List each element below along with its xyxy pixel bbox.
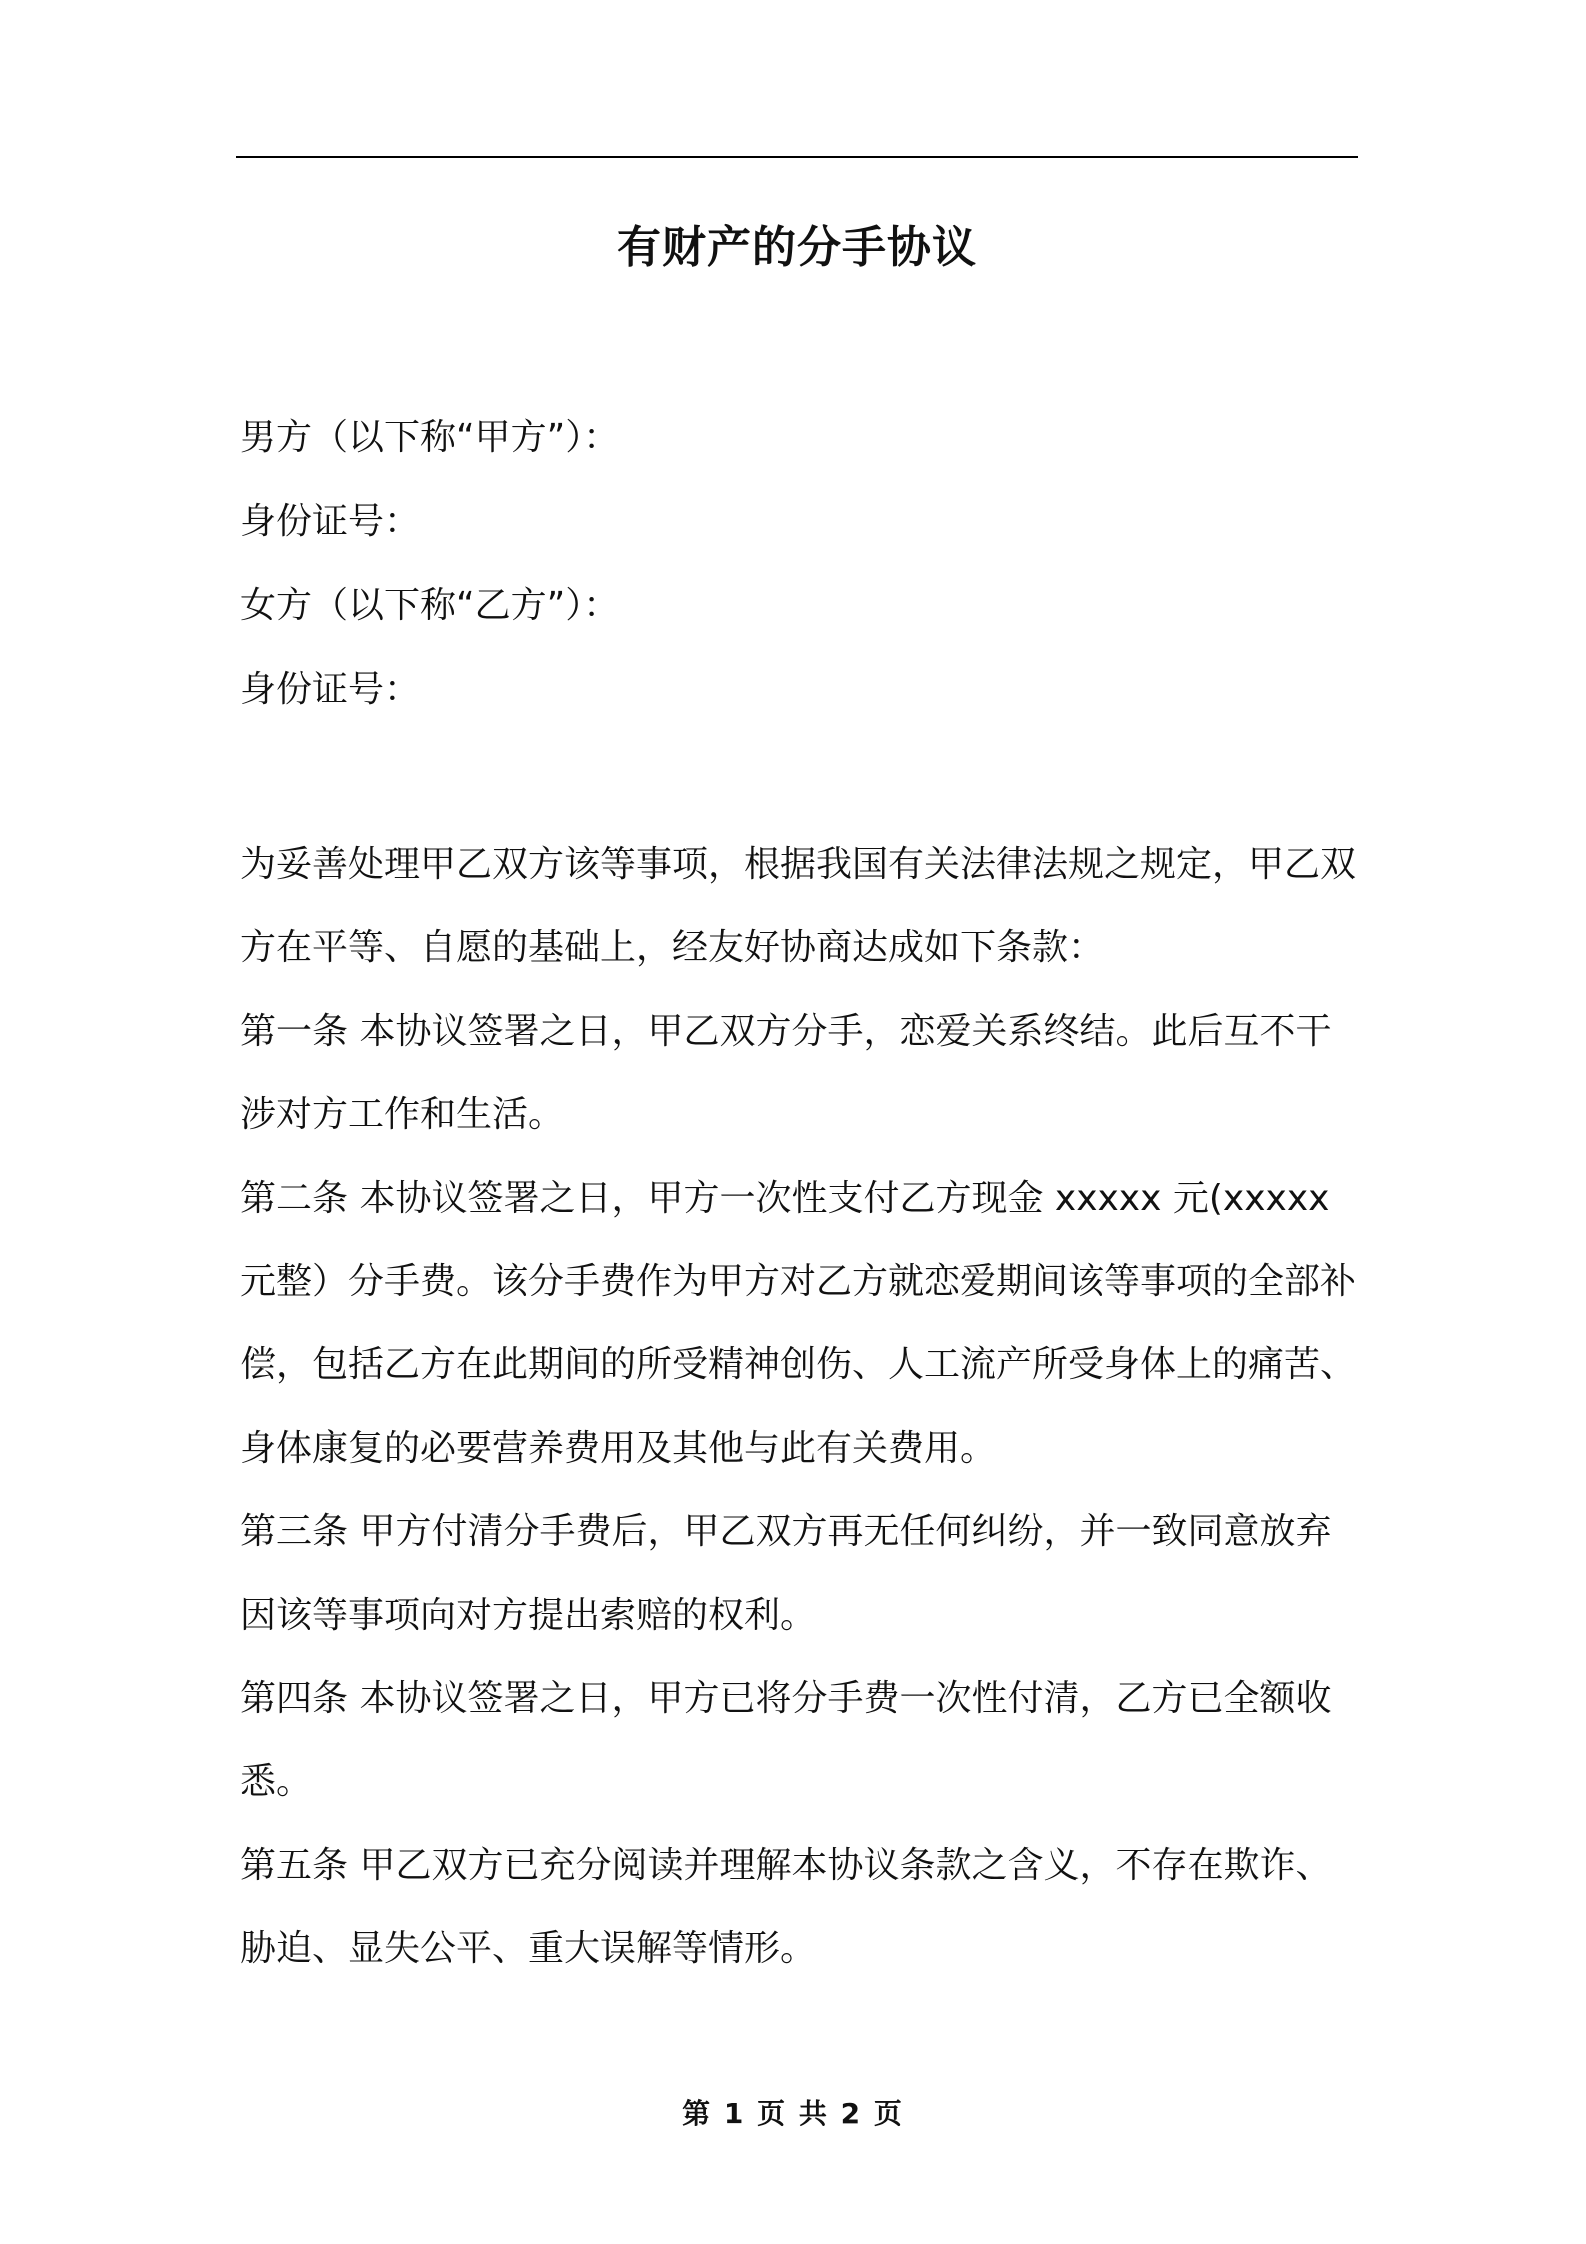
header-rule <box>236 156 1358 158</box>
male-party-line: 男方（以下称“甲方”）： <box>240 417 620 458</box>
article-4: 第四条 本协议签署之日，甲方已将分手费一次性付清，乙方已全额收悉。 <box>240 1678 1332 1803</box>
female-id-line: 身份证号： <box>240 669 421 710</box>
article-2: 第二条 本协议签署之日，甲方一次性支付乙方现金 xxxxx 元(xxxxx元整）分手费。该分手费作为甲方对乙方就恋爱期间该等事项的全部补偿，包括乙方在此期间的所受精神创伤、人工流产所受身体上的痛苦、身体康复的必要营养费用及其他与此有关费用。 <box>240 1177 1357 1469</box>
article-5: 第五条 甲乙双方已充分阅读并理解本协议条款之含义，不存在欺诈、胁迫、显失公平、重大误解等情形。 <box>240 1844 1332 1970</box>
female-party-line: 女方（以下称“乙方”）： <box>240 585 620 626</box>
agreement-body <box>240 823 1365 1991</box>
document-title: 有财产的分手协议 <box>617 222 977 273</box>
article-1: 第一条 本协议签署之日，甲乙双方分手，恋爱关系终结。此后互不干涉对方工作和生活。 <box>240 1010 1332 1136</box>
male-id-line: 身份证号： <box>240 501 421 542</box>
page-number-footer: 第 1 页 共 2 页 <box>682 2097 904 2130</box>
article-3: 第三条 甲方付清分手费后，甲乙双方再无任何纠纷，并一致同意放弃因该等事项向对方提出索赔的权利。 <box>240 1511 1332 1636</box>
intro-paragraph: 为妥善处理甲乙双方该等事项，根据我国有关法律法规之规定，甲乙双方在平等、自愿的基础上，经友好协商达成如下条款： <box>240 844 1357 969</box>
